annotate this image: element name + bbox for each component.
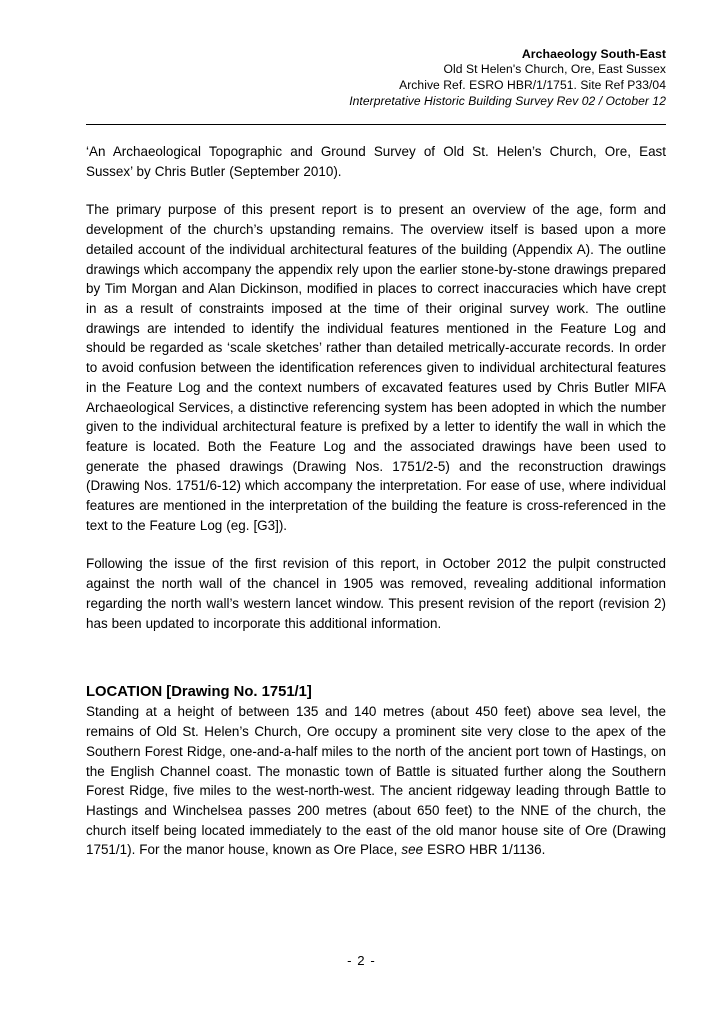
page-content-column xyxy=(86,0,666,879)
paragraph-survey-citation: ‘An Archaeological Topographic and Ground Survey of Old St. Helen’s Church, Ore, East Sussex’ by Chris Butler (September 2010). xyxy=(86,144,666,179)
page-header xyxy=(86,0,666,110)
page-footer xyxy=(0,953,723,968)
header-divider-rule xyxy=(86,124,666,125)
body-text-area xyxy=(86,142,666,860)
header-site-line: Old St Helen's Church, Ore, East Sussex xyxy=(443,62,666,77)
location-text-before-italic: Standing at a height of between 135 and 140 metres (about 450 feet) above sea level, the remains of Old St. Helen’s Church, Ore occupy a prominent site very close to the apex of the Southern Forest Ridge, one-and-a-half miles to the north of the ancient port town of Hastings, on the English Channel coast. The monastic town of Battle is situated further along the Southern Forest Ridge, five miles to the west-north-west. The ancient ridgeway leading through Battle to Hastings and Winchelsea passes 200 metres (about 650 feet) to the NNE of the church, the church itself being located immediately to the east of the old manor house site of Ore (Drawing 1751/1). For the manor house, known as Ore Place, xyxy=(86,704,666,858)
paragraph-revision-note: Following the issue of the first revision of this report, in October 2012 the pulpit constructed against the north wall of the chancel in 1905 was removed, revealing additional information regarding the north wall’s western lancet window. This present revision of the report (revision 2) has been updated to incorporate this additional information. xyxy=(86,556,666,631)
paragraph-location-description xyxy=(86,702,666,860)
page-number: - 2 - xyxy=(347,953,376,968)
location-heading-block xyxy=(86,683,666,702)
header-organisation: Archaeology South-East xyxy=(521,47,666,61)
header-revision-line: Interpretative Historic Building Survey Rev 02 / October 12 xyxy=(349,94,666,109)
paragraph-report-purpose: The primary purpose of this present report is to present an overview of the age, form and development of the church’s upstanding remains. The overview itself is based upon a more detailed account of the individual architectural features of the building (Appendix A). The outline drawings which accompany the appendix rely upon the earlier stone-by-stone drawings prepared by Tim Morgan and Alan Dickinson, modified in places to correct inaccuracies which have crept in as a result of constraints imposed at the time of their original survey work. The outline drawings are intended to identify the individual features mentioned in the Feature Log and should be regarded as ‘scale sketches’ rather than detailed metrically-accurate records. In order to avoid confusion between the identification references given to individual architectural features in the Feature Log and the context numbers of excavated features used by Chris Butler MIFA Archaeological Services, a distinctive referencing system has been adopted in which the number given to the individual architectural feature is prefixed by a letter to identify the wall in which the feature is located. Both the Feature Log and the associated drawings have been used to generate the phased drawings (Drawing Nos. 1751/2-5) and the reconstruction drawings (Drawing Nos. 1751/6-12) which accompany the interpretation. For ease of use, where individual features are mentioned in the interpretation of the building the feature is cross-referenced in the text to the Feature Log (eg. [G3]). xyxy=(86,202,666,533)
location-text-after-italic: ESRO HBR 1/1136. xyxy=(423,842,546,858)
header-archive-reference: Archive Ref. ESRO HBR/1/1751. Site Ref P33/04 xyxy=(399,78,666,93)
location-italic-see: see xyxy=(401,842,424,858)
location-section-heading: LOCATION [Drawing No. 1751/1] xyxy=(86,684,312,701)
